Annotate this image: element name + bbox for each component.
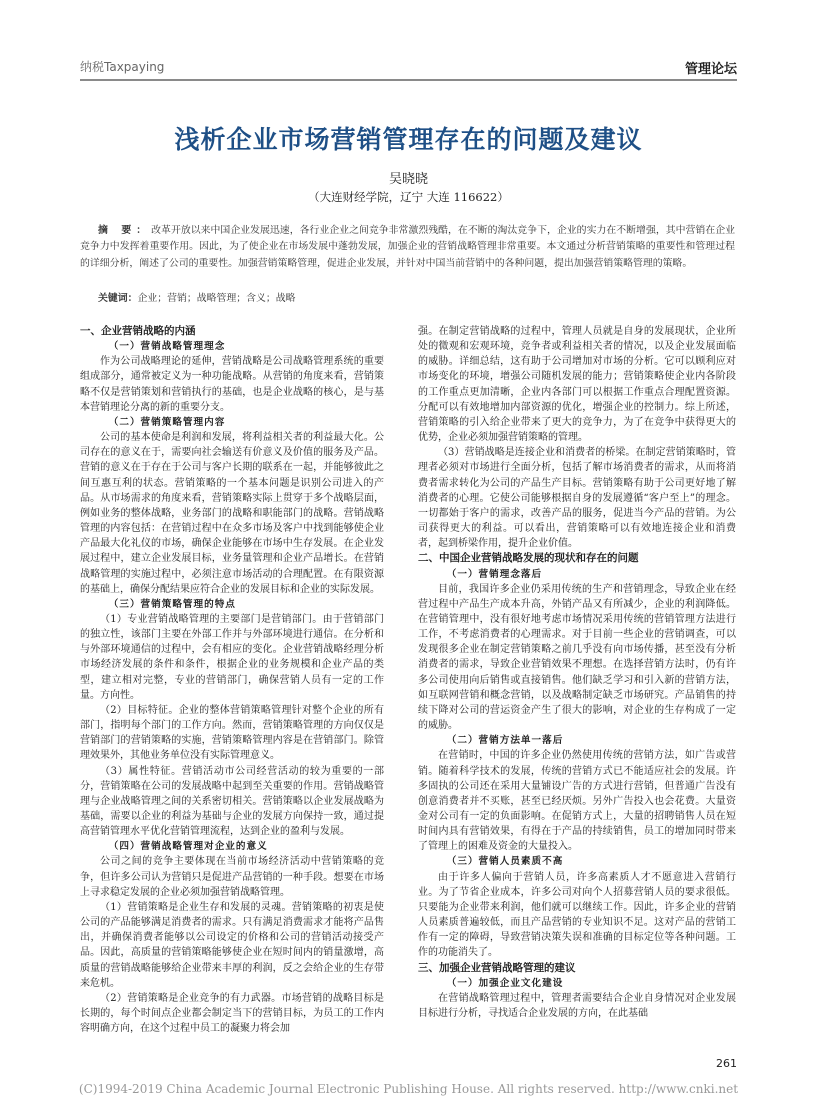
keywords-text: 企业；营销；战略管理；含义；战略 bbox=[137, 293, 296, 304]
body-paragraph: （2）目标特征。企业的整体营销策略管理针对整个企业的所有部门，指明每个部门的工作方向。然而，营销策略管理的方向仅仅是营销部门的营销策略的实施，营销策略管理内容是在营销部门。除管理效果外，其他业务单位没有实际管理意义。 bbox=[80, 704, 384, 762]
keywords bbox=[98, 290, 296, 304]
header-divider bbox=[80, 79, 737, 81]
subsection-heading: （一）营销战略管理理念 bbox=[108, 341, 226, 353]
section-heading: 二、中国企业营销战略发展的现状和存在的问题 bbox=[418, 552, 639, 565]
body-paragraph: （3）营销战略是连接企业和消费者的桥梁。在制定营销策略时，管理者必须对市场进行全面分析，包括了解市场消费者的需求，从而将消费者需求转化为公司的产品生产目标。营销策略有助于公司更好地了解消费者的心理。它使公司能够根据自身的发展遵循“客户至上”的理念。一切都始于客户的需求，改善产品的服务，促进当今产品的营销。为公司获得更大的利益。可以看出，营销策略可以有效地连接企业和消费者，起到桥梁作用，提升企业价值。 bbox=[418, 447, 736, 550]
keywords-label: 关键词： bbox=[98, 293, 138, 304]
body-paragraph: （3）属性特征。营销活动市公司经营活动的较为重要的一部分，营销策略在公司的发展战略中起到至关重要的作用。营销战略管理与企业战略管理之间的关系密切相关。营销策略以企业发展战略为基础，需要以企业的利益为基础与企业的发展方向保持一致，通过提高营销管理水平优化营销管理流程，达到企业的盈利与发展。 bbox=[80, 765, 384, 838]
body-paragraph: 强。在制定营销战略的过程中，管理人员就是自身的发展现状，企业所处的微观和宏观环境，竞争者或利益相关者的情况，以及企业发展面临的威胁。详细总结，这有助于公司增加对市场的分析。它可以顾利应对市场变化的环境，增强公司随机发展的能力；营销策略使企业内各阶段的工作重点更加清晰，企业内各部门可以根据工作重点合理配置资源。分配可以有效地增加内部资源的优化，增强企业的控制力。综上所述，营销策略的引入给企业带来了更大的竞争力，为了在竞争中获得更大的优势，企业必须加强营销策略的管理。 bbox=[418, 326, 736, 444]
body-paragraph: 由于许多人偏向于营销人员，许多高素质人才不愿意进入营销行业。为了节省企业成本，许多公司对向个人招募营销人员的要求很低。只要能为企业带来利润，他们就可以继续工作。因此，许多企业的营销人员素质普遍较低，而且产品营销的专业知识不足。这对产品的营销工作有一定的障碍，导致营销决策失误和准确的目标定位等各种问题。工作的功能消失了。 bbox=[418, 871, 736, 959]
body-paragraph: 作为公司战略理论的延伸，营销战略是公司战略管理系统的重要组成部分，通常被定义为一种功能战略。从营销的角度来看，营销策略不仅是营销策划和营销执行的基础，也是企业战略的核心，是与基本营销理论分离的新的重要分支。 bbox=[80, 356, 384, 413]
subsection-heading: （一）加强企业文化建设 bbox=[446, 977, 564, 989]
journal-name: 纳税Taxpaying bbox=[80, 60, 165, 74]
subsection-heading: （三）营销策略管理的特点 bbox=[108, 598, 236, 610]
copyright-footer: (C)1994-2019 China Academic Journal Electronic Publishing House. All rights reserved. http://www.cnki.net bbox=[78, 1082, 739, 1096]
body-paragraph: 目前，我国许多企业仍采用传统的生产和营销理念，导致企业在经营过程中产品生产成本升高，外销产品又有所减少，企业的利润降低。在营销管理中，没有很好地考虑市场情况采用传统的营销管理方法进行工作，不考虑消费者的心理需求。对于目前一些企业的营销调查，可以发现很多企业在制定营销策略之前几乎没有向市场传播，甚至没有分析消费者的需求，导致企业营销效果不理想。在选择营销方法时，仍有许多公司使用向后销售或直接销售。他们缺乏学习和引入新的营销方法，如互联网营销和概念营销，以及战略制定缺乏市场研究。产品销售的持续下降对公司的营运资金产生了很大的影响，对企业的生存构成了一定的威胁。 bbox=[418, 583, 736, 732]
body-paragraph: 在营销战略管理过程中，管理者需要结合企业自身情况对企业发展目标进行分析，寻找适合企业发展的方向，在此基础 bbox=[418, 992, 736, 1020]
abstract bbox=[80, 223, 735, 272]
subsection-heading: （一）营销理念落后 bbox=[446, 568, 543, 580]
paper-author: 吴晓晓 bbox=[388, 172, 428, 187]
section-heading: 三、加强企业营销战略管理的建议 bbox=[418, 961, 576, 974]
body-paragraph: 公司的基本使命是利润和发展，将利益相关者的利益最大化。公司存在的意义在于，需要向社会输送有价意义及价值的服务及产品。营销的意义在于存在于公司与客户长期的联系在一起，并能够彼此之间互惠互利的状态。营销策略的一个基本问题是识别公司进入的产品。从市场需求的角度来看，营销策略实际上贯穿于多个战略层面，例如业务的整体战略，业务部门的战略和职能部门的战略。营销战略管理的内容包括：在营销过程中在众多市场及客户中找到能够使企业产品最大化礼仪的市场，确保企业能够在市场中生存发展。在企业发展过程中，建立企业发展目标，业务量管理和企业产品增长。在营销战略管理的实施过程中，必须注意市场活动的合理配置。在有限资源的基础上，确保分配结果应符合企业的发展目标和企业的实际发展。 bbox=[80, 432, 384, 595]
subsection-heading: （二）营销方法单一落后 bbox=[446, 735, 564, 747]
body-paragraph: 在营销时，中国的许多企业仍然使用传统的营销方法，如广告或营销。随着科学技术的发展，传统的营销方式已不能适应社会的发展。许多固执的公司还在采用大量铺设广告的方式进行营销，但普通广告没有创意消费者并不买账，甚至已经厌烦。另外广告投入也会花费。大量资金对公司有一定的负面影响。在促销方式上，大量的招聘销售人员在短时间内具有营销效果，有得在于产品的持续销售，员工的增加同时带来了管理上的困难及资金的大量投入。 bbox=[418, 750, 736, 853]
section-heading: 一、企业营销战略的内涵 bbox=[80, 325, 196, 337]
subsection-heading: （四）营销战略管理对企业的意义 bbox=[108, 841, 268, 853]
page-number: 261 bbox=[716, 1057, 737, 1070]
body-paragraph: （1）专业营销战略管理的主要部门是营销部门。由于营销部门的独立性，该部门主要在外部工作并与外部环境进行通信。在分析和与外部环境通信的过程中，会有相应的变化。企业营销战略经理分析市场经济发展的条件和条件，根据企业的业务规模和企业产品的类型，建立相对完整，专业的营销部门，确保营销人员有一定的工作量。方向性。 bbox=[80, 613, 384, 701]
abstract-text: 改革开放以来中国企业发展迅速，各行业企业之间竞争非常激烈残酷，在不断的淘汰竞争下，企业的实力在不断增强，其中营销在企业竞争力中发挥着重要作用。因此，为了使企业在市场发展中蓬勃发展，加强企业的营销战略管理非常重要。本文通过分析营销策略的重要性和管理过程的详细分析，阐述了公司的重要性。加强营销策略管理，促进企业发展，并针对中国当前营销中的各种问题，提出加强营销策略管理的策略。 bbox=[80, 225, 735, 269]
right-column bbox=[418, 324, 736, 1021]
left-column bbox=[80, 324, 384, 1036]
body-paragraph: （2）营销策略是企业竞争的有力武器。市场营销的战略目标是长期的，每个时间点企业都会制定当下的营销目标，为员工的工作内容明确方向，在这个过程中员工的凝聚力将会加 bbox=[80, 992, 384, 1035]
body-paragraph: 公司之间的竞争主要体现在当前市场经济活动中营销策略的竞争，但许多公司认为营销只是促进产品营销的一种手段。想要在市场上寻求稳定发展的企业必须加强营销战略管理。 bbox=[80, 856, 384, 898]
paper-title: 浅析企业市场营销管理存在的问题及建议 bbox=[174, 125, 643, 154]
subsection-heading: （二）营销策略管理内容 bbox=[108, 416, 226, 428]
abstract-label: 摘 要： bbox=[98, 225, 152, 236]
section-name: 管理论坛 bbox=[684, 62, 737, 77]
paper-affiliation: （大连财经学院，辽宁 大连 116622） bbox=[308, 190, 509, 204]
body-paragraph: （1）营销策略是企业生存和发展的灵魂。营销策略的初衷是使公司的产品能够满足消费者的需求。只有满足消费需求才能将产品售出，并确保消费者能够以公司设定的价格和公司的营销活动接受产品。因此，高质量的营销策略能够使企业在短时间内的销量激增，高质量的营销战略能够给企业带来丰厚的利润，反之会给企业的生存带来危机。 bbox=[80, 901, 384, 989]
subsection-heading: （三）营销人员素质不高 bbox=[446, 856, 564, 868]
